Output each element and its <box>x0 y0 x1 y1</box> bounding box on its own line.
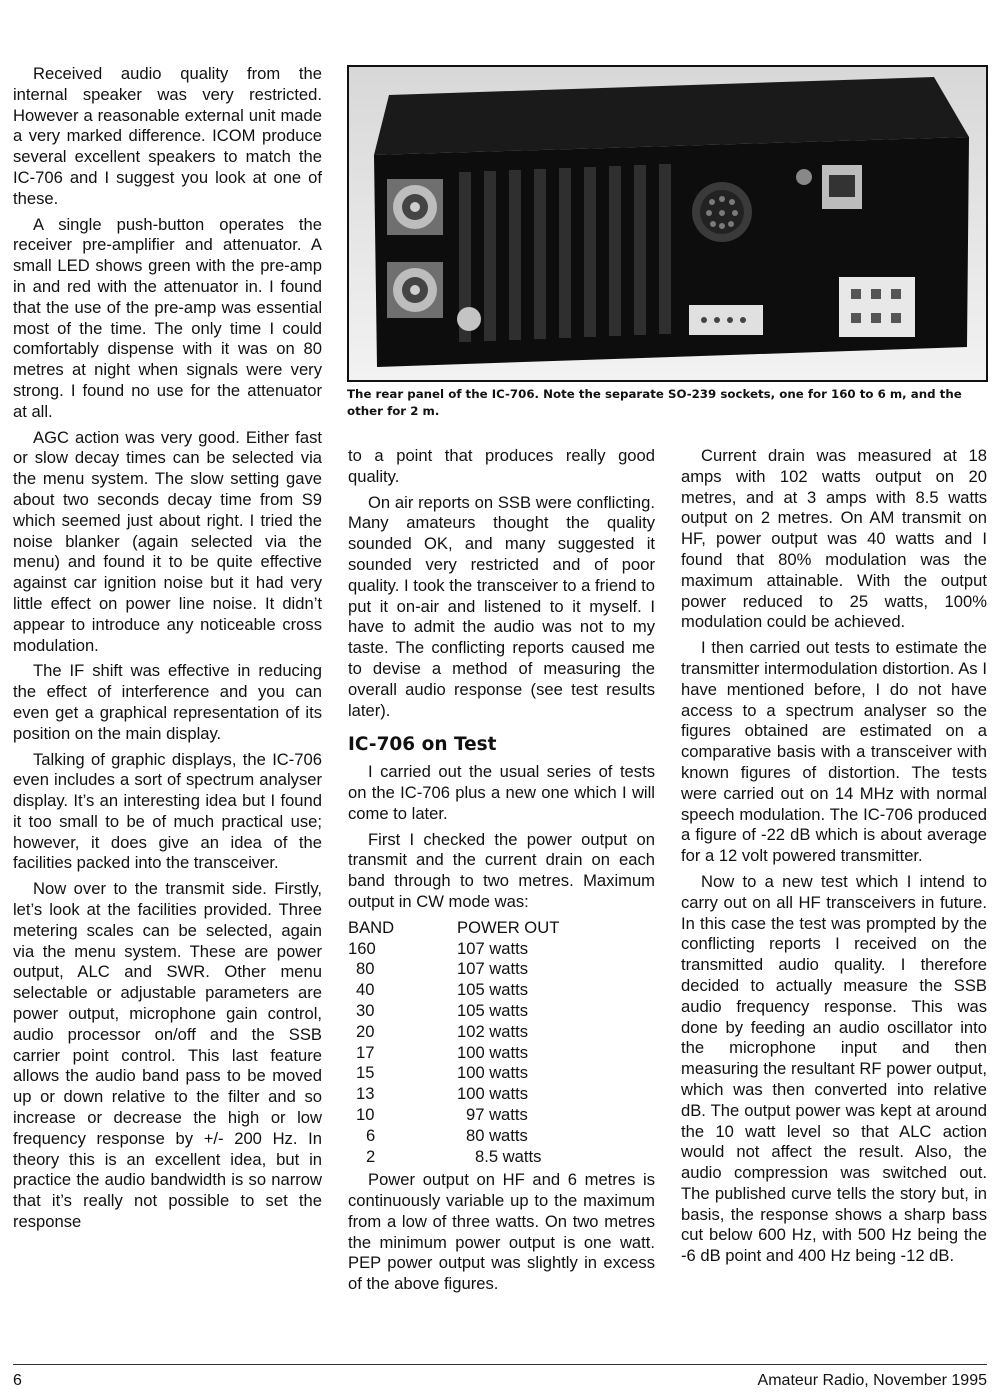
band-cell: 15 <box>356 1063 375 1083</box>
power-cell: 105 watts <box>457 1000 529 1020</box>
accessory-connector <box>689 305 763 335</box>
band-cell: 30 <box>356 1000 375 1020</box>
table-row <box>348 1022 559 1043</box>
table-row <box>348 1084 559 1105</box>
band-cell: 17 <box>356 1042 375 1062</box>
band-cell: 40 <box>356 980 375 1000</box>
band-cell: 2 <box>366 1146 376 1166</box>
so239-socket-hf <box>387 179 443 235</box>
paragraph: Talking of graphic displays, the IC-706 even includes a sort of spectrum analyser display. It’s an interesting idea but I found it too small to be of much practical use; however, it does give an idea of the facilities packed into the transceiver. <box>13 749 322 873</box>
power-cell: 8.5 watts <box>475 1146 542 1166</box>
power-connector <box>839 277 915 337</box>
paragraph: Power output on HF and 6 metres is continuously variable up to the maximum from a low of three watts. On two metres the minimum power output is one watt. PEP power output was slightly in excess of the above figures. <box>348 1170 655 1294</box>
rear-panel-photo <box>347 65 988 382</box>
paragraph: AGC action was very good. Either fast or slow decay times can be selected via the menu system. The slow setting gave about two seconds decay time from S9 which seemed just about right. I tried the noise blanker (again selected via the menu) and found it to be quite effective against car ignition noise but it had very little effect on power line noise. It didn’t appear to introduce any noticeable cross modulation. <box>13 427 322 655</box>
band-cell: 160 <box>348 938 376 958</box>
power-cell: 100 watts <box>457 1042 529 1062</box>
band-cell: 10 <box>356 1104 375 1124</box>
power-cell: 107 watts <box>457 959 529 979</box>
paragraph: Now over to the transmit side. Firstly, let’s look at the facilities provided. Three metering scales can be selected, again via the menu system. These are power output, ALC and SWR. Other menu selectable or adjustable parameters are power output, microphone gain control, audio processor on/off and the SSB carrier point control. This last feature allows the audio band pass to be moved up or down relative to the filter and so increase or decrease the high or low frequency response by +/- 200 Hz. In theory this is an excellent idea, but in practice the audio bandwidth is so narrow that it’s really not possible to set the response <box>13 879 322 1232</box>
paragraph: I then carried out tests to estimate the transmitter intermodulation distortion. As I have mentioned before, I do not have access to a spectrum analyser so the figures obtained are estimated on a comparative basis with a transceiver with known figures of distortion. The tests were carried out on 14 MHz with normal speech modulation. The IC-706 produced a figure of -22 dB which is about average for a 12 volt powered transmitter. <box>681 638 987 866</box>
power-cell: 100 watts <box>457 1063 529 1083</box>
paragraph: The IF shift was effective in reducing the effect of interference and you can even get a graphical representation of its position on the main display. <box>13 661 322 743</box>
paragraph: Received audio quality from the internal speaker was very restricted. However a reasonable external unit made a very marked difference. ICOM produce several excellent speakers to match the IC-706 and I suggest you look at one of these. <box>13 64 322 208</box>
paragraph: On air reports on SSB were conflicting. Many amateurs thought the quality sounded OK, and many suggested it sounded very restricted and of poor quality. I took the transceiver to a friend to put it on-air and listened to it myself. I have to admit the audio was not to my taste. The conflicting reports caused me to devise a method of measuring the overall audio response (see test results later). <box>348 492 655 720</box>
column-3 <box>681 446 987 1272</box>
power-cell: 100 watts <box>457 1084 529 1104</box>
photo-caption: The rear panel of the IC-706. Note the separate SO-239 sockets, one for 160 to 6 m, and the other for 2 m. <box>347 387 962 418</box>
paragraph: Now to a new test which I intend to carry out on all HF transceivers in future. In this case the test was prompted by the conflicting reports I received on the transmitted audio quality. I therefore decided to actually measure the SSB audio frequency response. This was done by feeding an audio oscillator into the microphone input and then measuring the resultant RF power output, which was then converted into relative dB. The output power was kept at around the 10 watt level so that ALC action would not affect the result. Also, the audio compression was switched out. The published curve tells the story but, in basis, the response shows a sharp bass cut below 600 Hz, with 500 Hz being the -6 dB point and 400 Hz being -12 dB. <box>681 871 987 1266</box>
rear-panel-illustration <box>349 67 986 380</box>
modular-jack <box>822 165 862 209</box>
power-cell: 102 watts <box>457 1021 529 1041</box>
table-row <box>348 1147 559 1168</box>
band-cell: 20 <box>356 1021 375 1041</box>
paragraph: Current drain was measured at 18 amps with 102 watts output on 20 metres, and at 3 amps with 8.5 watts output on 2 metres. On AM transmit on HF, power output was 40 watts and I found that 80% modulation was the maximum attainable. With the output power reduced to 25 watts, 100% modulation could be achieved. <box>681 446 987 632</box>
paragraph: I carried out the usual series of tests on the IC-706 plus a new one which I will come to later. <box>348 762 655 823</box>
power-output-table <box>348 918 559 1168</box>
table-row <box>348 1001 559 1022</box>
table-row <box>348 1105 559 1126</box>
power-cell: 105 watts <box>457 980 529 1000</box>
table-row <box>348 939 559 960</box>
table-header-cell: BAND <box>348 917 395 937</box>
column-2 <box>348 446 655 1300</box>
so239-socket-2m <box>387 262 443 318</box>
column-1 <box>13 64 322 1238</box>
power-cell: 97 watts <box>466 1104 528 1124</box>
table-row <box>348 1043 559 1064</box>
table-header-cell: POWER OUT <box>457 917 560 937</box>
table-header-row <box>348 918 559 939</box>
paragraph: First I checked the power output on transmit and the current drain on each band through to two metres. Maximum output in CW mode was: <box>348 829 655 911</box>
power-cell: 80 watts <box>466 1125 528 1145</box>
table-row <box>348 1063 559 1084</box>
footer-rule <box>13 1364 987 1365</box>
table-row <box>348 1126 559 1147</box>
band-cell: 80 <box>356 959 375 979</box>
paragraph: to a point that produces really good quality. <box>348 446 655 486</box>
band-cell: 6 <box>366 1125 376 1145</box>
table-row <box>348 980 559 1001</box>
din-socket <box>692 182 752 242</box>
power-cell: 107 watts <box>457 938 529 958</box>
publication-footer: Amateur Radio, November 1995 <box>757 1372 987 1389</box>
paragraph: A single push-button operates the receiver pre-amplifier and attenuator. A small LED shows green with the pre-amp in and red with the attenuator in. I found that the use of the pre-amp was essential most of the time. The only time I could comfortably dispense with it was on 80 metres at night when signals were very strong. I found no use for the attenuator at all. <box>13 214 322 421</box>
table-row <box>348 959 559 980</box>
page-number: 6 <box>13 1372 22 1389</box>
section-heading: IC-706 on Test <box>348 734 497 756</box>
band-cell: 13 <box>356 1084 375 1104</box>
